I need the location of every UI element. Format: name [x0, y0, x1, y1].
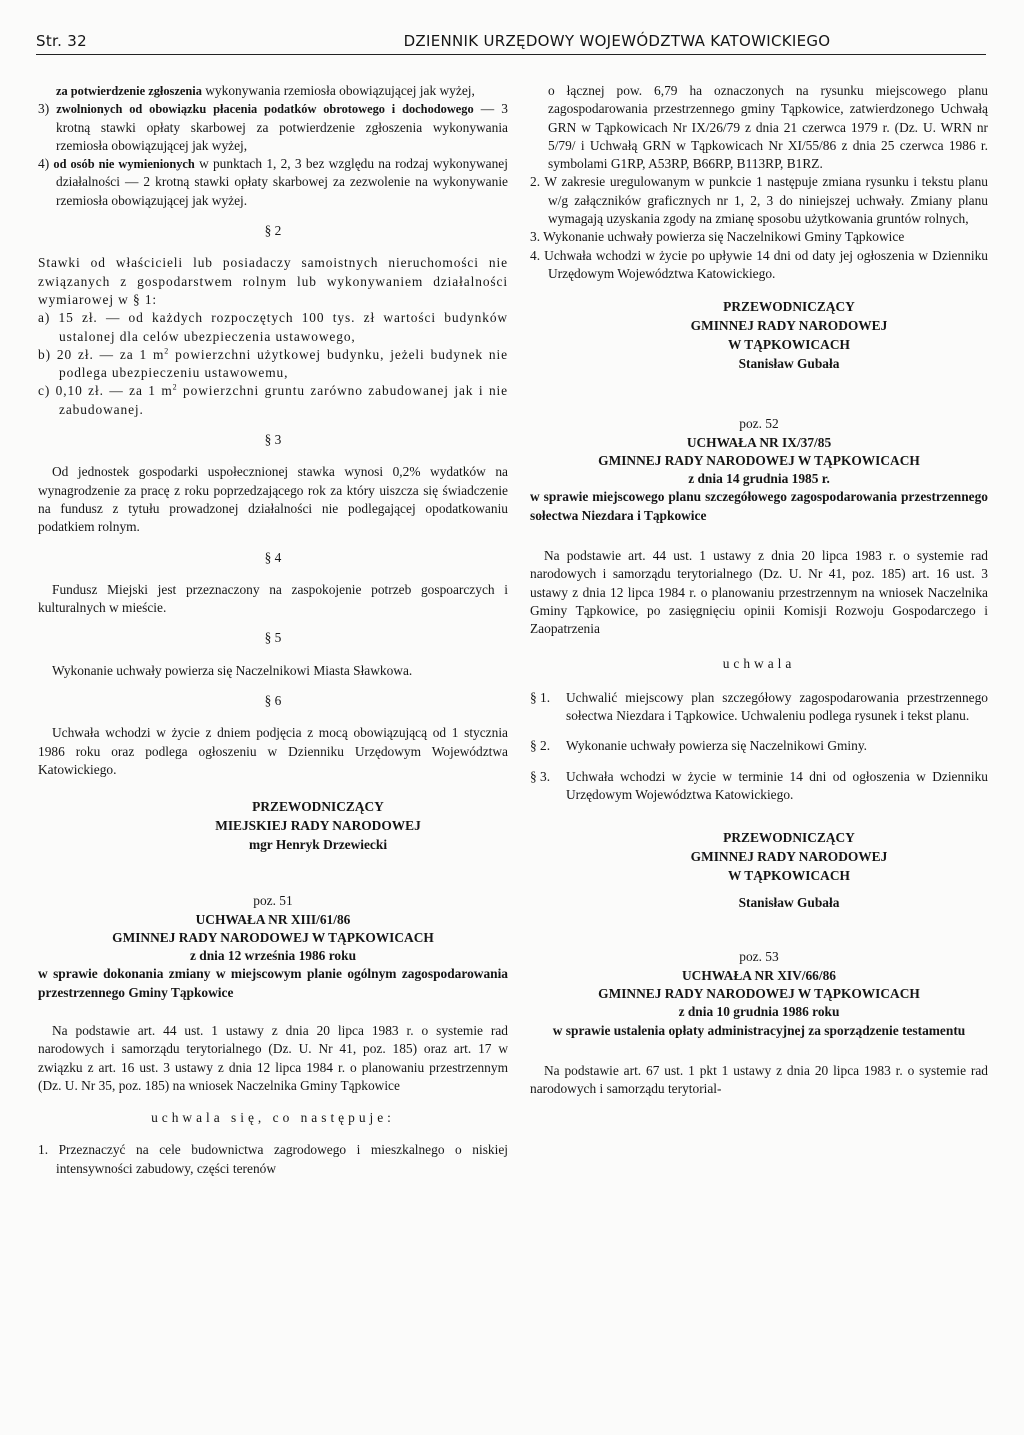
right-column [530, 82, 988, 1098]
poz-52-legal-basis: Na podstawie art. 44 ust. 1 ustawy z dnia 20 lipca 1983 r. o systemie rad narodowych i samorządu terytorialnego (Dz. U. Nr 41, poz. 185) art. 16 ust. 3 ustawy z dnia 12 lipca 1984 r. o planowaniu przestrzennym na wniosek Naczelnika Gminy Tąpkowice, po zasięgnięciu opinii Komisji Rozwoju Gospodarczego i Zaopatrzenia [530, 548, 988, 637]
signature-council: GMINNEJ RADY NARODOWEJ [690, 849, 888, 865]
section-number: § 2. [530, 738, 551, 754]
section-text: Uchwalić miejscowy plan szczegółowy zagospodarowania przestrzennego sołectwa Niezdara i Tąpkowice. Uchwaleniu podlega rysunek i tekst planu. [566, 689, 988, 724]
poz-52-section-3 [530, 768, 988, 805]
journal-title: DZIENNIK URZĘDOWY WOJEWÓDZTWA KATOWICKIEGO [403, 32, 831, 50]
signature-place: W TĄPKOWICACH [728, 868, 850, 884]
poz-53-subject: w sprawie ustalenia opłaty administracyjnej za sporządzenie testamentu [552, 1022, 966, 1038]
continued-item-bold: za potwierdzenie zgłoszenia [56, 84, 202, 98]
poz-52-number: poz. 52 [739, 416, 779, 432]
section-2-heading: § 2 [264, 223, 282, 239]
section-2-item-c [38, 382, 508, 419]
continued-item-text: wykonywania rzemiosła obowiązującej jak wyżej, [201, 83, 475, 98]
section-2-text: Stawki od właścicieli lub posiadaczy samoistnych nieruchomości nie związanych z gospodarstwem rolnym lub wykonywaniem działalności wymiarowej w § 1: [38, 255, 508, 307]
item-c-start: c) 0,10 zł. — za 1 m [38, 383, 173, 399]
item-3-number: 3. [530, 229, 541, 245]
item-2-number: 2. [530, 174, 541, 190]
item-4-text: w punktach 1, 2, 3 bez względu na rodzaj wykonywanej działalności — 2 krotną stawki opłaty skarbowej za zezwolenie na wykonywanie rzemiosła obowiązującej jak wyżej. [56, 156, 508, 208]
signature-name: Stanisław Gubała [738, 356, 840, 372]
poz-51-legal-basis: Na podstawie art. 44 ust. 1 ustawy z dnia 20 lipca 1983 r. o systemie rad narodowych i samorządu terytorialnego (Dz. U. Nr 41, poz. 185) oraz art. 17 w związku z art. 16 ust. 3 ustawy z dnia 12 lipca 1984 r. o planowaniu przestrzennym (Dz. U. Nr 35, poz. 185) na wniosek Naczelnika Gminy Tąpkowice [38, 1022, 508, 1093]
item-c-sup: 2 [172, 382, 178, 392]
item-3-text: Wykonanie uchwały powierza się Naczelnikowi Gminy Tąpkowice [543, 229, 905, 245]
section-number: § 1. [530, 689, 551, 705]
item-3-bold: zwolnionych od obowiązku płacenia podatków obrotowego i dochodowego [56, 102, 474, 117]
item-3 [530, 228, 988, 246]
page-number: Str. 32 [36, 32, 87, 50]
item-4-text: Uchwała wchodzi w życie po upływie 14 dni od daty jej ogłoszenia w Dzienniku Urzędowym Województwa Katowickiego. [544, 247, 988, 281]
signature-title: PRZEWODNICZĄCY [723, 830, 855, 846]
poz-52-date: z dnia 14 grudnia 1985 r. [688, 471, 830, 487]
item-3 [38, 100, 508, 155]
item-4-number: 4. [530, 247, 541, 263]
section-3-heading: § 3 [264, 432, 282, 448]
poz-53-legal-basis: Na podstawie art. 67 ust. 1 pkt 1 ustawy z dnia 20 lipca 1983 r. o systemie rad narodowych i samorządu terytorial- [530, 1062, 988, 1097]
item-c-end: powierzchni gruntu zarówno zabudowanej jak i nie zabudowanej. [59, 383, 509, 417]
section-6-text: Uchwała wchodzi w życie z dniem podjęcia z mocą obowiązującą od 1 stycznia 1986 roku oraz podlega ogłoszeniu w Dzienniku Urzędowym Województwa Katowickiego. [38, 725, 508, 777]
poz-52-section-2 [530, 737, 988, 755]
section-3-text: Od jednostek gospodarki uspołecznionej stawka wynosi 0,2% wydatków na wynagrodzenie za pracę z roku poprzedzającego rok za który uiszcza się świadczenie na fundusz z tytułu prowadzonej działalności nie podlegającej opodatkowaniu podatkiem rolnym. [38, 464, 508, 535]
signature-place: W TĄPKOWICACH [728, 337, 850, 353]
item-4-number: 4) [38, 156, 50, 172]
left-column [38, 82, 508, 1178]
signature-name: mgr Henryk Drzewiecki [248, 837, 388, 853]
poz-51-subject: w sprawie dokonania zmiany w miejscowym planie ogólnym zagospodarowania przestrzennego Gminy Tąpkowice [38, 966, 508, 1000]
poz-52-title: UCHWAŁA NR IX/37/85 [686, 434, 832, 450]
item-3-text: — 3 krotną stawki opłaty skarbowej za potwierdzenie zgłoszenia wykonywania rzemiosła obowiązującej jak wyżej, [56, 101, 508, 153]
item-2-text: W zakresie uregulowanym w punkcie 1 następuje zmiana rysunku i tekstu planu w/g załączników graficznych nr 1, 2, 3 do niniejszej uchwały. Zmiany planu wymagają uzyskania zgody na zmianę sposobu użytkowania gruntów rolnych, [544, 174, 988, 227]
poz-51-date: z dnia 12 września 1986 roku [189, 948, 357, 964]
signature-title: PRZEWODNICZĄCY [723, 299, 855, 315]
poz-52-resolves: uchwala [722, 655, 796, 671]
signature-title: PRZEWODNICZĄCY [252, 799, 384, 815]
section-4-heading: § 4 [264, 549, 282, 565]
item-4 [530, 247, 988, 284]
section-5-heading: § 5 [264, 630, 282, 646]
signature-name: Stanisław Gubała [738, 895, 840, 911]
poz-53-organ: GMINNEJ RADY NARODOWEJ W TĄPKOWICACH [598, 985, 920, 1001]
poz-53-title: UCHWAŁA NR XIV/66/86 [681, 967, 836, 983]
signature-block [38, 797, 508, 854]
poz-51-number: poz. 51 [253, 893, 293, 909]
poz-51-organ: GMINNEJ RADY NARODOWEJ W TĄPKOWICACH [112, 929, 434, 945]
signature-council: GMINNEJ RADY NARODOWEJ [690, 318, 888, 334]
poz-52-subject: w sprawie miejscowego planu szczegółowego zagospodarowania przestrzennego sołectwa Niezdara i Tąpkowice [530, 489, 988, 523]
section-2-item-a: a) 15 zł. — od każdych rozpoczętych 100 tys. zł wartości budynków ustalonej dla celów ubezpieczenia ustawowego, [38, 310, 508, 344]
poz-51-item-1: 1. Przeznaczyć na cele budownictwa zagrodowego i mieszkalnego o niskiej intensywności zabudowy, części terenów [38, 1142, 508, 1176]
poz-52-organ: GMINNEJ RADY NARODOWEJ W TĄPKOWICACH [598, 452, 920, 468]
item-3-number: 3) [38, 101, 50, 117]
continued-item: o łącznej pow. 6,79 ha oznaczonych na rysunku miejscowego planu zagospodarowania przestrzennego gminy Tąpkowice, zatwierdzonego Uchwałą GRN w Tąpkowicach Nr IX/26/79 z dnia 21 czerwca 1979 r. (Dz. U. WRN nr 5/79/ i Uchwałą GRN w Tąpkowicach Nr XI/55/86 z dnia 25 czerwca 1986 r. symbolami G1RP, A53RP, B66RP, B113RP, B1RZ. [548, 83, 988, 172]
poz-53-number: poz. 53 [739, 949, 779, 965]
item-b-end: powierzchni użytkowej budynku, jeżeli budynek nie podlega ubezpieczeniu ustawowemu, [59, 346, 508, 381]
page-header [36, 14, 986, 55]
signature-block-b [530, 828, 988, 912]
poz-51-title: UCHWAŁA NR XIII/61/86 [195, 911, 351, 927]
item-4-bold: od osób nie wymienionych [53, 157, 195, 172]
item-4 [38, 155, 508, 210]
section-6-heading: § 6 [264, 693, 282, 709]
item-b-sup: 2 [164, 346, 170, 356]
signature-council: MIEJSKIEJ RADY NARODOWEJ [215, 818, 421, 834]
poz-52-section-1 [530, 689, 988, 726]
item-2 [530, 173, 988, 228]
section-5-text: Wykonanie uchwały powierza się Naczelnikowi Miasta Sławkowa. [52, 662, 413, 678]
continued-item [38, 82, 508, 100]
section-text: Uchwała wchodzi w życie w terminie 14 dni od ogłoszenia w Dzienniku Urzędowym Województwa Katowickiego. [566, 768, 988, 803]
signature-block-a [530, 297, 988, 373]
item-b-start: b) 20 zł. — za 1 m [38, 346, 165, 362]
section-text: Wykonanie uchwały powierza się Naczelnikowi Gminy. [566, 738, 868, 754]
section-number: § 3. [530, 768, 551, 784]
section-2-item-b [38, 346, 508, 383]
section-4-text: Fundusz Miejski jest przeznaczony na zaspokojenie potrzeb gospoarczych i kulturalnych w mieście. [38, 581, 508, 616]
poz-51-resolves: uchwala się, co następuje: [151, 1110, 395, 1126]
poz-53-date: z dnia 10 grudnia 1986 roku [678, 1004, 840, 1020]
